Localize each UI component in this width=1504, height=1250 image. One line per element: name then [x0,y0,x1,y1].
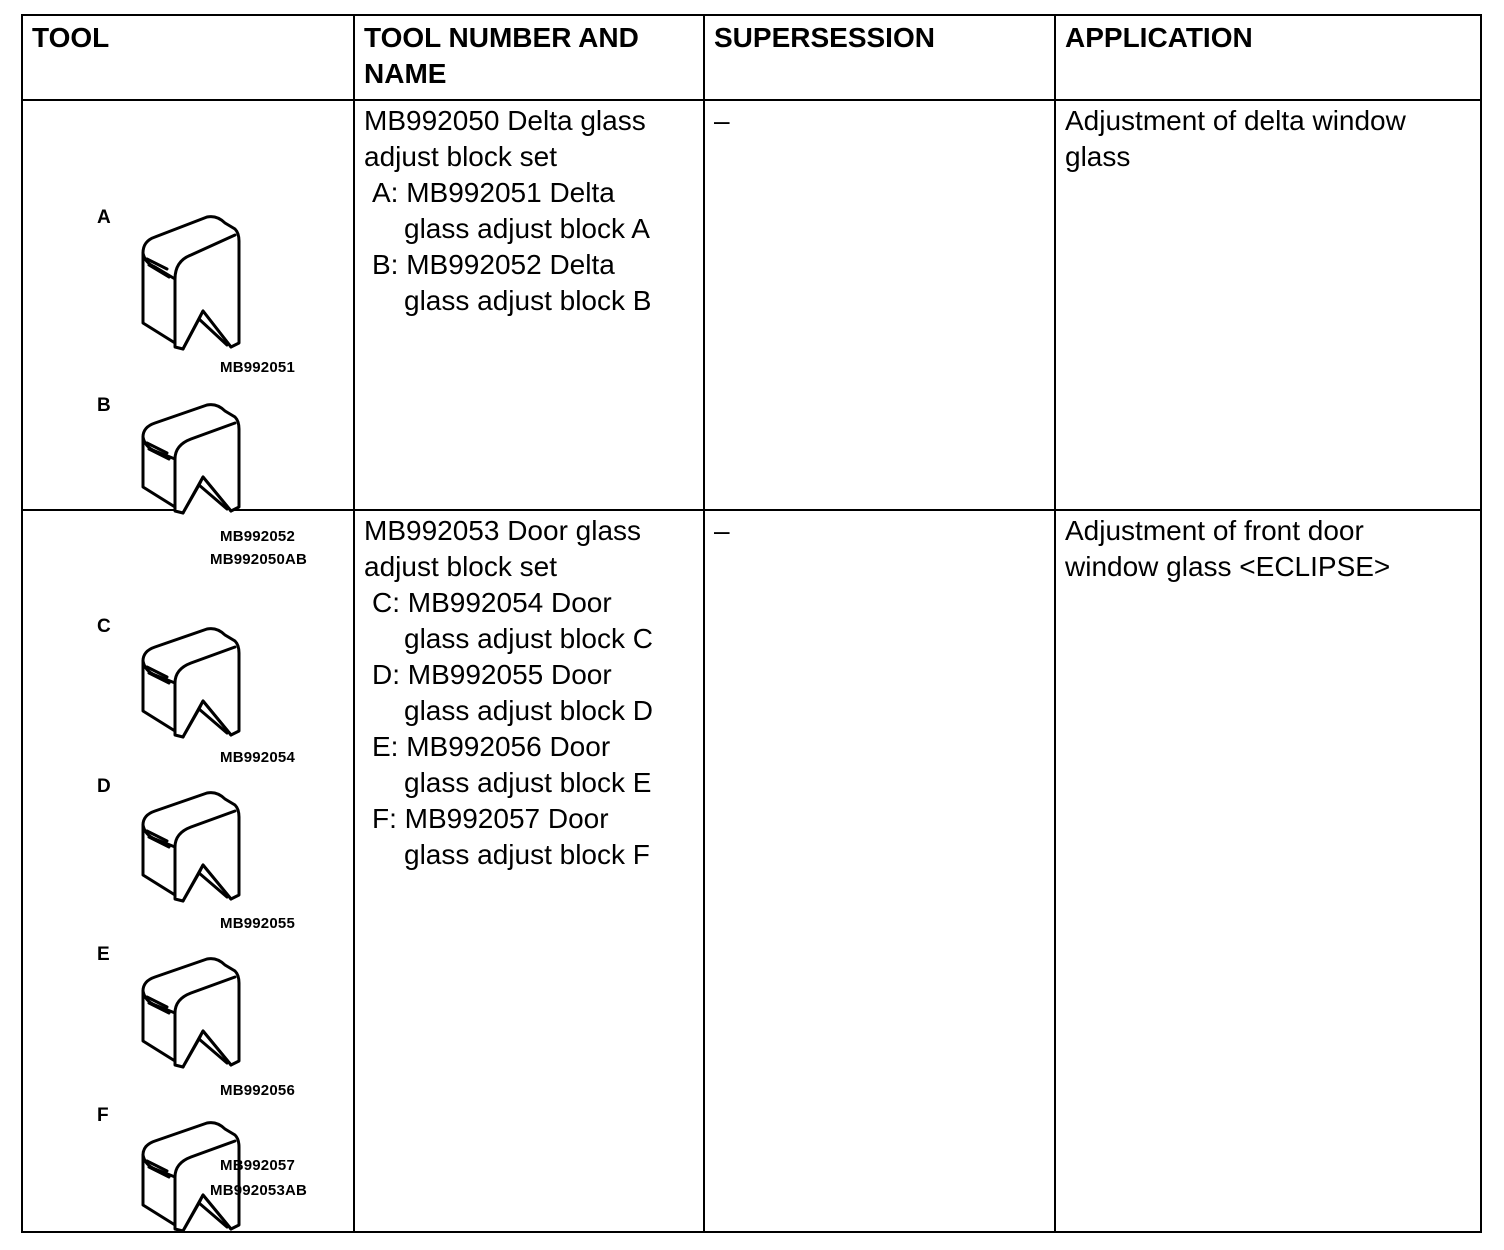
tool-letter: B [97,395,111,416]
supersession-value: – [714,515,730,546]
set-name-cont: adjust block set [364,551,557,582]
tool-letter: C [97,616,111,637]
sub-item: F: MB992057 Door glass adjust block F [372,803,650,870]
glass-adjust-block-icon [135,1121,245,1233]
glass-adjust-block-icon [135,627,245,739]
sub-item: D: MB992055 Door glass adjust block D [372,659,654,726]
set-name: MB992053 Door glass [364,515,642,546]
application-text: Adjustment of delta window [1065,105,1406,136]
header-supersession: SUPERSESSION [704,15,1055,100]
application-cell [1055,100,1481,510]
set-name: MB992050 Delta glass [364,105,646,136]
tool-letter: E [97,944,110,965]
sub-item: A: MB992051 Delta glass adjust block A [372,177,650,244]
glass-adjust-block-icon [135,215,245,351]
tool-letter: A [97,207,111,228]
header-tool: TOOL [22,15,354,100]
part-number-label: MB992055 [220,915,295,932]
application-text: Adjustment of front door [1065,515,1364,546]
part-number-label: MB992052 [220,528,295,545]
table-row [22,100,1481,510]
application-text-cont: window glass <ECLIPSE> [1065,551,1391,582]
sub-item: C: MB992054 Door glass adjust block C [372,587,654,654]
header-tool-number-name: TOOL NUMBER AND NAME [354,15,704,100]
glass-adjust-block-icon [135,403,245,515]
tool-number-name-cell [354,510,704,1232]
tool-letter: D [97,776,111,797]
supersession-cell [704,100,1055,510]
set-name-cont: adjust block set [364,141,557,172]
sub-item: E: MB992056 Door glass adjust block E [372,731,652,798]
supersession-cell [704,510,1055,1232]
tool-number-name-cell [354,100,704,510]
figure-id-label: MB992050AB [210,551,308,568]
sub-item: B: MB992052 Delta glass adjust block B [372,249,652,316]
supersession-value: – [714,105,730,136]
application-cell [1055,510,1481,1232]
application-text-cont: glass [1065,141,1131,172]
header-row [22,15,1481,100]
header-application: APPLICATION [1055,15,1481,100]
part-number-label: MB992057 [220,1157,295,1174]
part-number-label: MB992056 [220,1082,295,1099]
tool-illustration-cell [22,100,354,568]
special-tools-table [21,14,1482,1233]
tool-letter: F [97,1105,109,1126]
glass-adjust-block-icon [135,791,245,903]
tool-illustration-cell [22,510,354,1232]
part-number-label: MB992051 [220,359,295,376]
glass-adjust-block-icon [135,957,245,1069]
figure-id-label: MB992053AB [210,1182,308,1199]
table-row [22,510,1481,1232]
part-number-label: MB992054 [220,749,295,766]
